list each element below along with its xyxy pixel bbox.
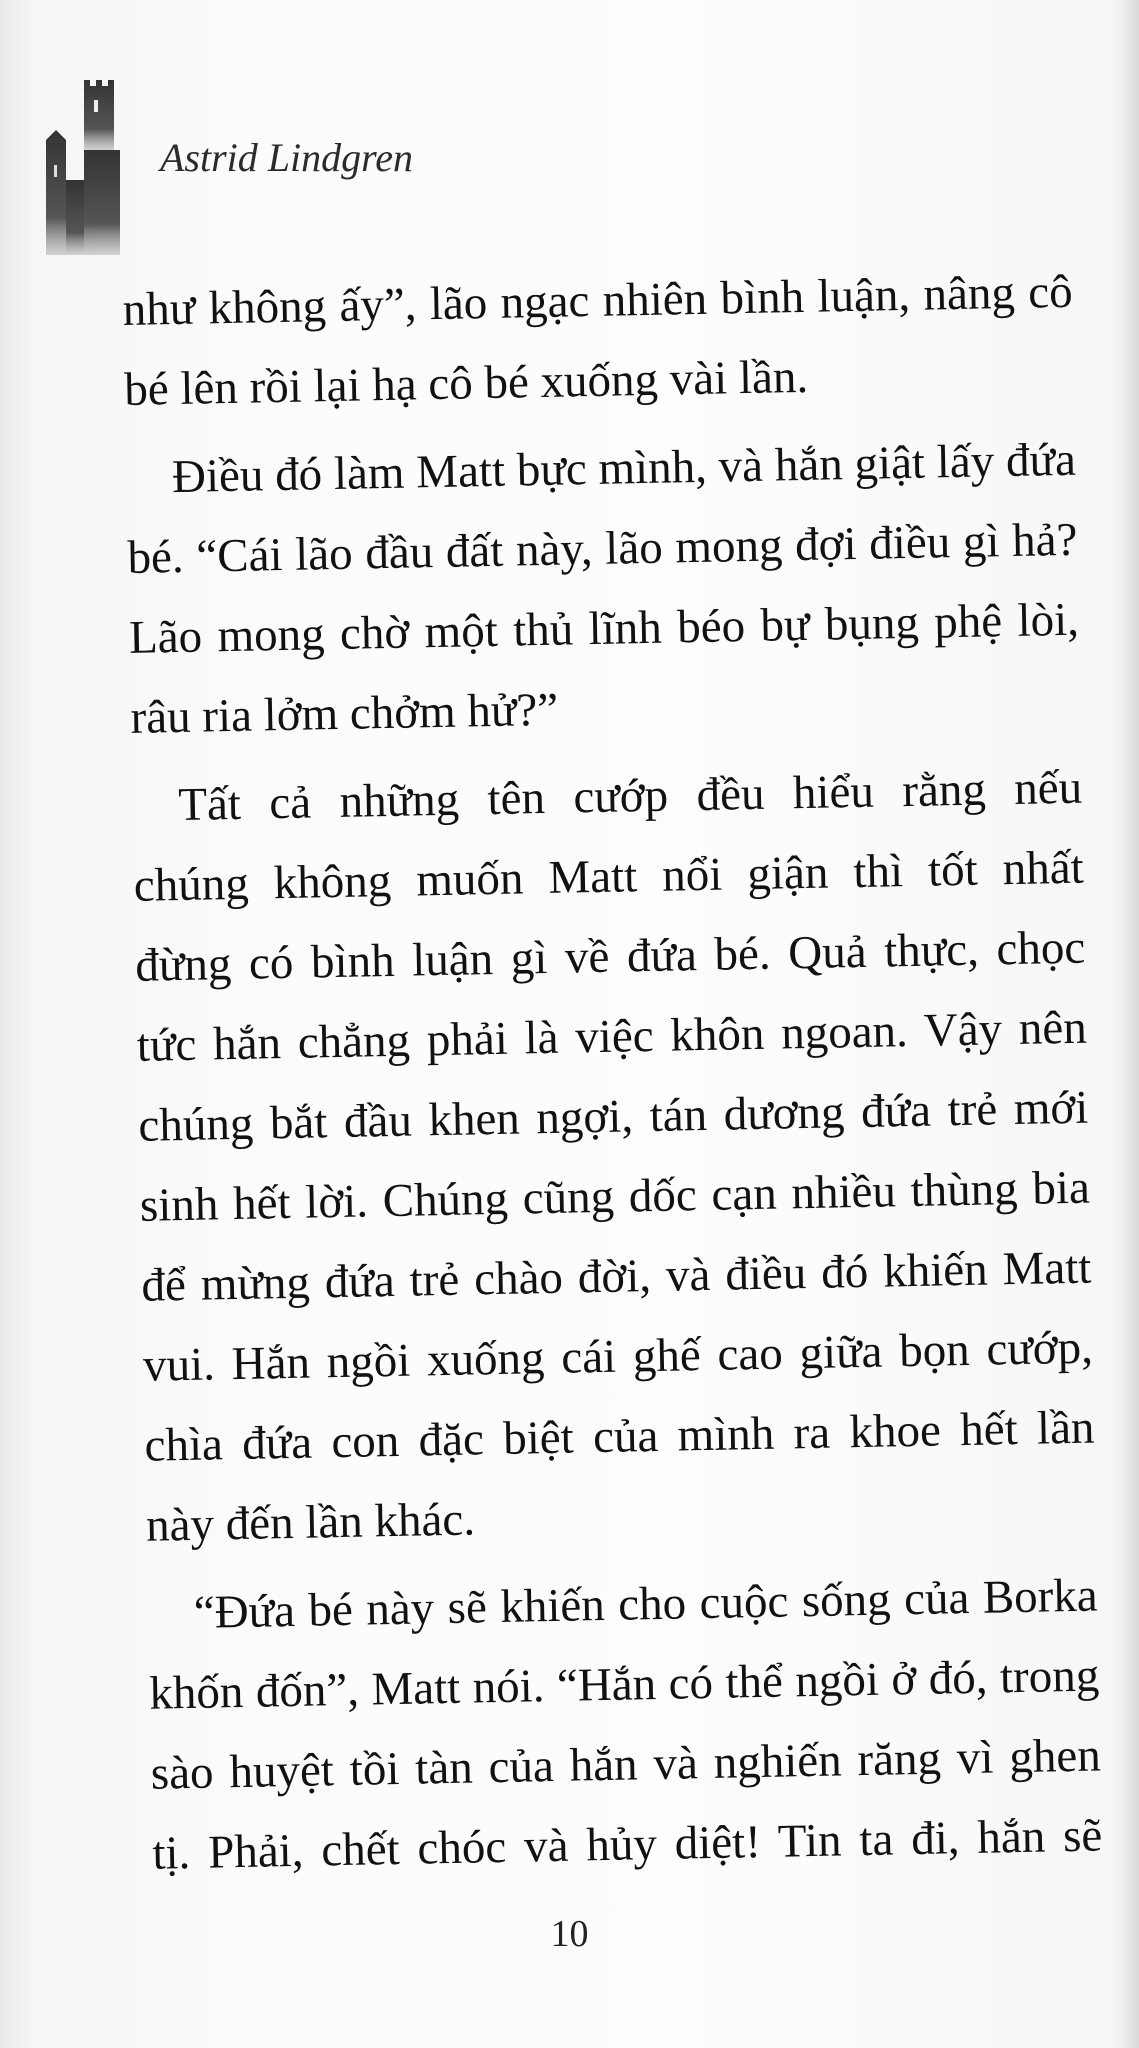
body-text xyxy=(122,252,1103,1894)
text-line: sinh hết lời. Chúng cũng dốc cạn nhiều thùng bia xyxy=(139,1161,1091,1232)
text-line: bé. “Cái lão đầu đất này, lão mong đợi điều gì hả? xyxy=(127,513,1078,584)
text-line: tức hắn chẳng phải là việc khôn ngoan. Vậy nên xyxy=(136,1001,1088,1072)
page-number: 10 xyxy=(550,1913,589,1955)
paragraph xyxy=(132,748,1097,1566)
text-line: Tất cả những tên cướp đều hiểu rằng nếu xyxy=(177,761,1083,832)
castle-tower-icon xyxy=(44,80,144,255)
text-line: để mừng đứa trẻ chào đời, và điều đó khiến Matt xyxy=(141,1241,1092,1312)
text-line: “Đứa bé này sẽ khiến cho cuộc sống của Borka xyxy=(193,1569,1099,1639)
text-line: Lão mong chờ một thủ lĩnh béo bự bụng phệ lòi, xyxy=(128,593,1080,664)
running-head-author: Astrid Lindgren xyxy=(160,135,413,180)
text-line: chìa đứa con đặc biệt của mình ra khoe hết lần xyxy=(144,1401,1095,1472)
text-line: này đến lần khác. xyxy=(145,1493,476,1552)
text-line: râu ria lởm chởm hử?” xyxy=(130,683,559,744)
text-line: đừng có bình luận gì về đứa bé. Quả thực, chọc xyxy=(134,921,1086,992)
text-line: chúng bắt đầu khen ngợi, tán dương đứa trẻ mới xyxy=(137,1081,1089,1152)
text-line: bé lên rồi lại hạ cô bé xuống vài lần. xyxy=(123,350,809,416)
text-line: như không ấy”, lão ngạc nhiên bình luận, nâng cô xyxy=(122,265,1074,336)
text-line: vui. Hắn ngồi xuống cái ghế cao giữa bọn cướp, xyxy=(142,1321,1094,1392)
page-edge-shadow xyxy=(1121,0,1139,2048)
paragraph xyxy=(122,252,1075,430)
paragraph xyxy=(125,420,1081,758)
text-line: khốn đốn”, Matt nói. “Hắn có thể ngồi ở đó, trong xyxy=(148,1649,1100,1720)
text-line: sào huyệt tồi tàn của hắn và nghiến răng vì ghen xyxy=(150,1729,1102,1800)
paragraph xyxy=(147,1556,1103,1894)
text-line: chúng không muốn Matt nổi giận thì tốt nhất xyxy=(133,841,1085,912)
text-line: Điều đó làm Matt bực mình, và hắn giật lấy đứa xyxy=(171,433,1077,504)
text-line: tị. Phải, chết chóc và hủy diệt! Tin ta đi, hắn sẽ xyxy=(151,1809,1103,1880)
